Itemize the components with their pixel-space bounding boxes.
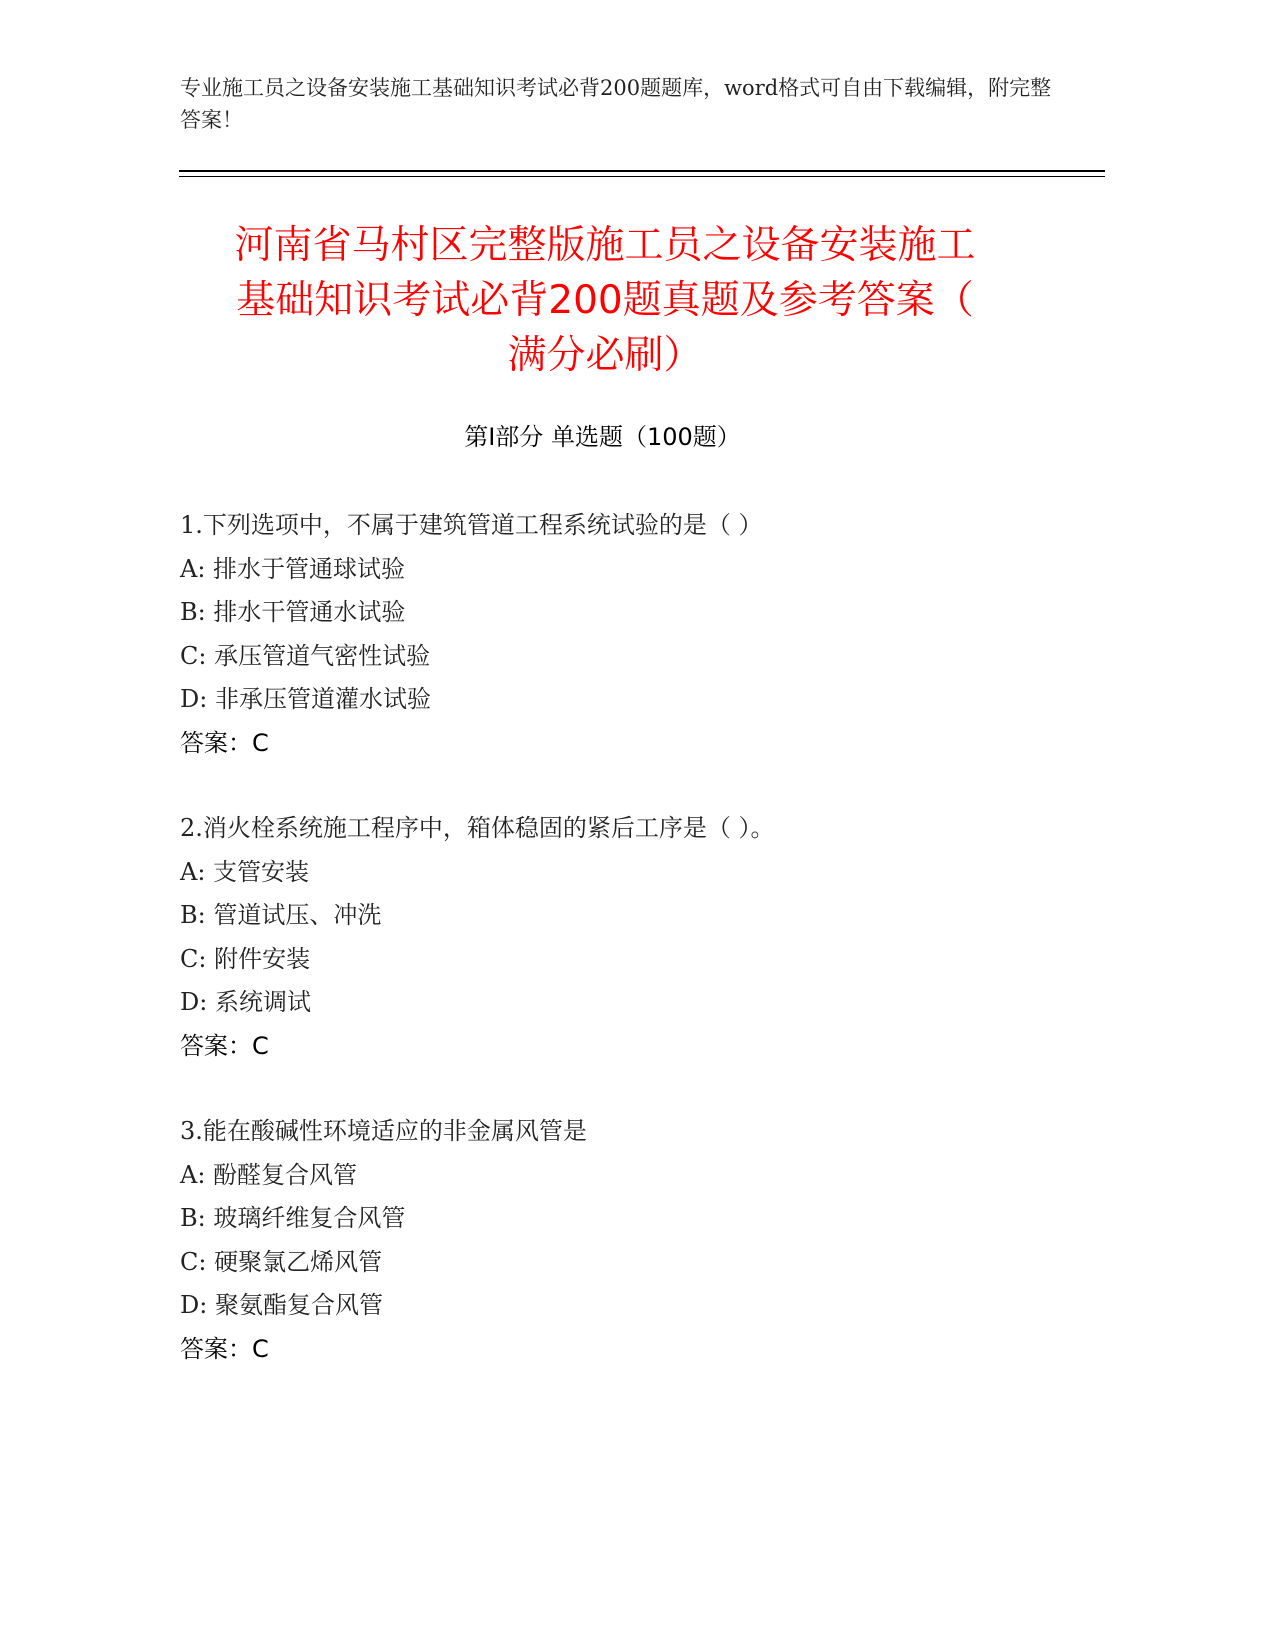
- answer-line: 答案：C: [180, 1031, 269, 1060]
- question-item: [180, 807, 1080, 1068]
- question-item: [180, 1110, 1080, 1371]
- option-a: A: 排水于管通球试验: [180, 554, 406, 583]
- section-heading: 第Ⅰ部分 单选题（100题）: [464, 423, 741, 451]
- title-line: 基础知识考试必背200题真题及参考答案（: [236, 278, 974, 323]
- option-d: D: 系统调试: [180, 988, 311, 1016]
- option-a: A: 酚醛复合风管: [180, 1160, 358, 1189]
- question-item: [180, 504, 1080, 765]
- question-list: [180, 504, 1080, 1413]
- option-c: C: 硬聚氯乙烯风管: [180, 1247, 383, 1276]
- option-b: B: 玻璃纤维复合风管: [180, 1204, 406, 1232]
- header-note: 专业施工员之设备安装施工基础知识考试必背200题题库，word格式可自由下载编辑，附完整答案！: [180, 76, 1052, 132]
- question-stem: 3.能在酸碱性环境适应的非金属风管是: [180, 1117, 587, 1145]
- question-stem: 1.下列选项中，不属于建筑管道工程系统试验的是（ ）: [180, 511, 763, 539]
- title-line: 满分必刷）: [507, 333, 703, 378]
- option-b: B: 排水干管通水试验: [180, 598, 406, 626]
- option-d: D: 聚氨酯复合风管: [180, 1291, 383, 1319]
- option-d: D: 非承压管道灌水试验: [180, 685, 431, 713]
- title-line: 河南省马村区完整版施工员之设备安装施工: [234, 223, 976, 268]
- option-c: C: 附件安装: [180, 944, 311, 973]
- option-c: C: 承压管道气密性试验: [180, 641, 431, 670]
- option-a: A: 支管安装: [180, 857, 310, 886]
- header-rule-thin: [179, 176, 1105, 177]
- question-stem: 2.消火栓系统施工程序中，箱体稳固的紧后工序是（ ）。: [180, 814, 775, 842]
- header-rule-thick: [179, 170, 1105, 172]
- option-b: B: 管道试压、冲洗: [180, 901, 382, 929]
- answer-line: 答案：C: [180, 728, 269, 757]
- answer-line: 答案：C: [180, 1334, 269, 1363]
- document-title: [160, 218, 1050, 383]
